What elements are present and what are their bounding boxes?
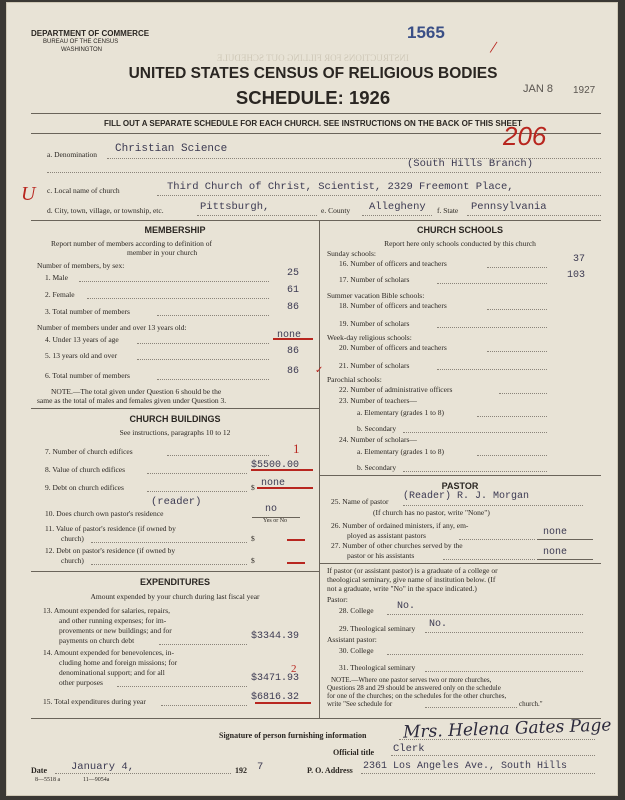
graduate-note-1: If pastor (or assistant pastor) is a graduate of a college or — [327, 566, 498, 575]
q10-reader-note: (reader) — [151, 496, 202, 508]
q29-value: No. — [429, 619, 448, 630]
q8-value: $5500.00 — [251, 460, 300, 471]
q13-label-2: and other running expenses; for im- — [59, 616, 167, 625]
census-schedule-sheet — [6, 2, 618, 796]
q2-label: 2. Female — [45, 290, 75, 299]
q10-hint: Yes or No — [263, 518, 288, 524]
by-sex-label: Number of members, by sex: — [37, 261, 125, 270]
serial-number: 1565 — [407, 23, 445, 42]
q12-dollar: $ — [251, 556, 255, 565]
official-title-value: Clerk — [393, 743, 425, 755]
po-address-label: P. O. Address — [307, 766, 353, 775]
instruction-banner: FILL OUT A SEPARATE SCHEDULE FOR EACH CHURCH. SEE INSTRUCTIONS ON THE BACK OF THIS SHEET — [103, 119, 523, 128]
q14-label-2: cluding home and foreign missions; for — [59, 658, 178, 667]
q30-label: 30. College — [339, 646, 374, 655]
q13-label-1: 13. Amount expended for salaries, repairs, — [43, 606, 171, 615]
q10-value: no — [265, 504, 278, 515]
q23b-label: b. Secondary — [357, 424, 397, 433]
schools-intro: Report here only schools conducted by this church — [384, 239, 536, 248]
q5-value: 86 — [287, 346, 300, 357]
county-label: e. County — [321, 206, 351, 215]
membership-heading: MEMBERSHIP — [144, 225, 206, 235]
q27-value: none — [543, 547, 568, 558]
branch-value: (South Hills Branch) — [407, 158, 534, 170]
official-title-label: Official title — [333, 748, 375, 757]
q13-label-3: provements or new buildings; and for — [59, 626, 172, 635]
age-intro-label: Number of members under and over 13 years old: — [37, 323, 187, 332]
form-subtitle: SCHEDULE: 1926 — [235, 87, 391, 108]
q15-value: $6816.32 — [251, 692, 300, 703]
q25-value: (Reader) R. J. Morgan — [403, 491, 530, 502]
q24b-label: b. Secondary — [357, 463, 397, 472]
q14-value: $3471.93 — [251, 673, 300, 684]
pastor-note-2: Questions 28 and 29 should be answered only on the schedule — [327, 684, 501, 692]
q4-label: 4. Under 13 years of age — [45, 335, 119, 344]
membership-note-2: same as the total of males and females given under Question 3. — [37, 396, 227, 405]
q8-label: 8. Value of church edifices — [45, 465, 126, 474]
q17-label: 17. Number of scholars — [339, 275, 410, 284]
q9-value: none — [261, 478, 286, 489]
q28-label: 28. College — [339, 606, 374, 615]
q24-label: 24. Number of scholars— — [339, 435, 417, 444]
membership-intro-2: member in your church — [127, 248, 198, 257]
q23a-label: a. Elementary (grades 1 to 8) — [357, 408, 445, 417]
sunday-label: Sunday schools: — [327, 249, 376, 258]
q24a-label: a. Elementary (grades 1 to 8) — [357, 447, 445, 456]
q27-label-1: 27. Number of other churches served by the — [331, 541, 463, 550]
local-name-value: Third Church of Christ, Scientist, 2329 Freemont Place, — [167, 181, 514, 193]
pastor-note-5: church." — [519, 700, 543, 708]
q20-label: 20. Number of officers and teachers — [339, 343, 447, 352]
denomination-value: Christian Science — [115, 143, 228, 155]
q14-label-4: other purposes — [59, 678, 103, 687]
city-name: WASHINGTON — [61, 47, 103, 53]
q6-value: 86 — [287, 366, 300, 377]
q31-label: 31. Theological seminary — [339, 663, 416, 672]
q19-label: 19. Number of scholars — [339, 319, 410, 328]
q21-label: 21. Number of scholars — [339, 361, 410, 370]
received-stamp-date: JAN 8 — [523, 83, 553, 95]
local-name-label: c. Local name of church — [47, 186, 120, 195]
signature-value: Mrs. Helena Gates Page — [402, 715, 612, 743]
pastor-subhead: Pastor: — [327, 595, 348, 604]
membership-intro-1: Report number of members according to definition of — [51, 239, 212, 248]
graduate-note-3: not a graduate, write "No" in the space indicated.) — [327, 584, 477, 593]
q12-label-1: 12. Debt on pastor's residence (if owned by — [45, 546, 176, 555]
graduate-note-2: theological seminary, give name of institution below. (If — [327, 575, 496, 584]
year-prefix: 192 — [235, 766, 247, 775]
q11-label-1: 11. Value of pastor's residence (if owned by — [45, 524, 176, 533]
po-address-value: 2361 Los Angeles Ave., South Hills — [363, 761, 568, 772]
q14-label-1: 14. Amount expended for benevolences, in- — [43, 648, 175, 657]
pastor-note-3: for one of the churches; on the schedules for the other churches, — [327, 692, 507, 700]
received-stamp-year: 1927 — [573, 85, 596, 96]
pastor-note-4: write "See schedule for — [327, 700, 393, 708]
q1-value: 25 — [287, 268, 300, 279]
q13-value: $3344.39 — [251, 631, 300, 642]
q26-value: none — [543, 527, 568, 538]
q7-label: 7. Number of church edifices — [45, 447, 133, 456]
buildings-instr: See instructions, paragraphs 10 to 12 — [119, 428, 231, 437]
margin-check-mark: / — [488, 36, 499, 58]
q11-dollar: $ — [251, 534, 255, 543]
q13-label-4: payments on church debt — [59, 636, 135, 645]
summer-label: Summer vacation Bible schools: — [327, 291, 425, 300]
q26-label-2: ployed as assistant pastors — [347, 531, 426, 540]
state-value: Pennsylvania — [471, 201, 547, 213]
q15-label: 15. Total expenditures during year — [43, 697, 146, 706]
denomination-label: a. Denomination — [47, 150, 97, 159]
q6-check-mark: ✓ — [315, 365, 324, 376]
q22-label: 22. Number of administrative officers — [339, 385, 453, 394]
weekday-label: Week-day religious schools: — [327, 333, 412, 342]
q5-label: 5. 13 years old and over — [45, 351, 118, 360]
q23-label: 23. Number of teachers— — [339, 396, 417, 405]
form-number: 8—5518 a — [35, 777, 61, 783]
dept-name: DEPARTMENT OF COMMERCE — [31, 29, 150, 38]
q3-value: 86 — [287, 302, 300, 313]
q7-value: 1 — [293, 441, 300, 456]
q29-label: 29. Theological seminary — [339, 624, 416, 633]
q3-label: 3. Total number of members — [45, 307, 130, 316]
q17-value: 103 — [567, 270, 586, 281]
parochial-label: Parochial schools: — [327, 375, 382, 384]
q2-value: 61 — [287, 285, 300, 296]
expenditures-intro: Amount expended by your church during last fiscal year — [90, 592, 260, 601]
pastor-heading: PASTOR — [441, 481, 479, 491]
expenditures-heading: EXPENDITURES — [139, 577, 210, 587]
buildings-heading: CHURCH BUILDINGS — [129, 414, 221, 424]
q14-margin-mark: 2 — [291, 663, 297, 675]
year-suffix: 7 — [257, 761, 264, 773]
q9-dollar: $ — [251, 483, 255, 492]
q28-value: No. — [397, 601, 416, 612]
q10-label: 10. Does church own pastor's residence — [45, 509, 164, 518]
signature-label: Signature of person furnishing information — [219, 731, 367, 740]
q4-value: none — [277, 330, 302, 341]
q9-label: 9. Debt on church edifices — [45, 483, 124, 492]
schools-heading: CHURCH SCHOOLS — [416, 225, 503, 235]
county-value: Allegheny — [369, 201, 426, 213]
date-value: January 4, — [71, 761, 135, 773]
state-label: f. State — [437, 206, 459, 215]
q18-label: 18. Number of officers and teachers — [339, 301, 447, 310]
membership-note-1: NOTE.—The total given under Question 6 should be the — [51, 387, 222, 396]
handwritten-code: 206 — [503, 121, 547, 151]
q6-label: 6. Total number of members — [45, 371, 130, 380]
margin-letter: U — [21, 183, 36, 205]
q1-label: 1. Male — [45, 273, 68, 282]
q16-value: 37 — [573, 254, 586, 265]
print-number: 11—9054a — [83, 777, 110, 783]
city-label: d. City, town, village, or township, etc. — [47, 206, 164, 215]
q27-label-2: pastor or his assistants — [347, 551, 415, 560]
bureau-name: BUREAU OF THE CENSUS — [43, 39, 119, 45]
q26-label-1: 26. Number of ordained ministers, if any, em- — [331, 521, 469, 530]
city-value: Pittsburgh, — [200, 201, 270, 213]
q25-hint: (If church has no pastor, write "None") — [373, 508, 490, 517]
pastor-note-1: NOTE.—Where one pastor serves two or more churches, — [331, 676, 492, 684]
assistant-subhead: Assistant pastor: — [327, 635, 377, 644]
q16-label: 16. Number of officers and teachers — [339, 259, 447, 268]
q14-label-3: denominational support; and for all — [59, 668, 165, 677]
date-label: Date — [31, 766, 47, 775]
q25-label: 25. Name of pastor — [331, 497, 389, 506]
form-title: UNITED STATES CENSUS OF RELIGIOUS BODIES — [128, 65, 498, 82]
q11-label-2: church) — [61, 534, 84, 543]
bleed-through-text: INSTRUCTIONS FOR FILLING OUT SCHEDULE — [217, 53, 409, 63]
q12-label-2: church) — [61, 556, 84, 565]
